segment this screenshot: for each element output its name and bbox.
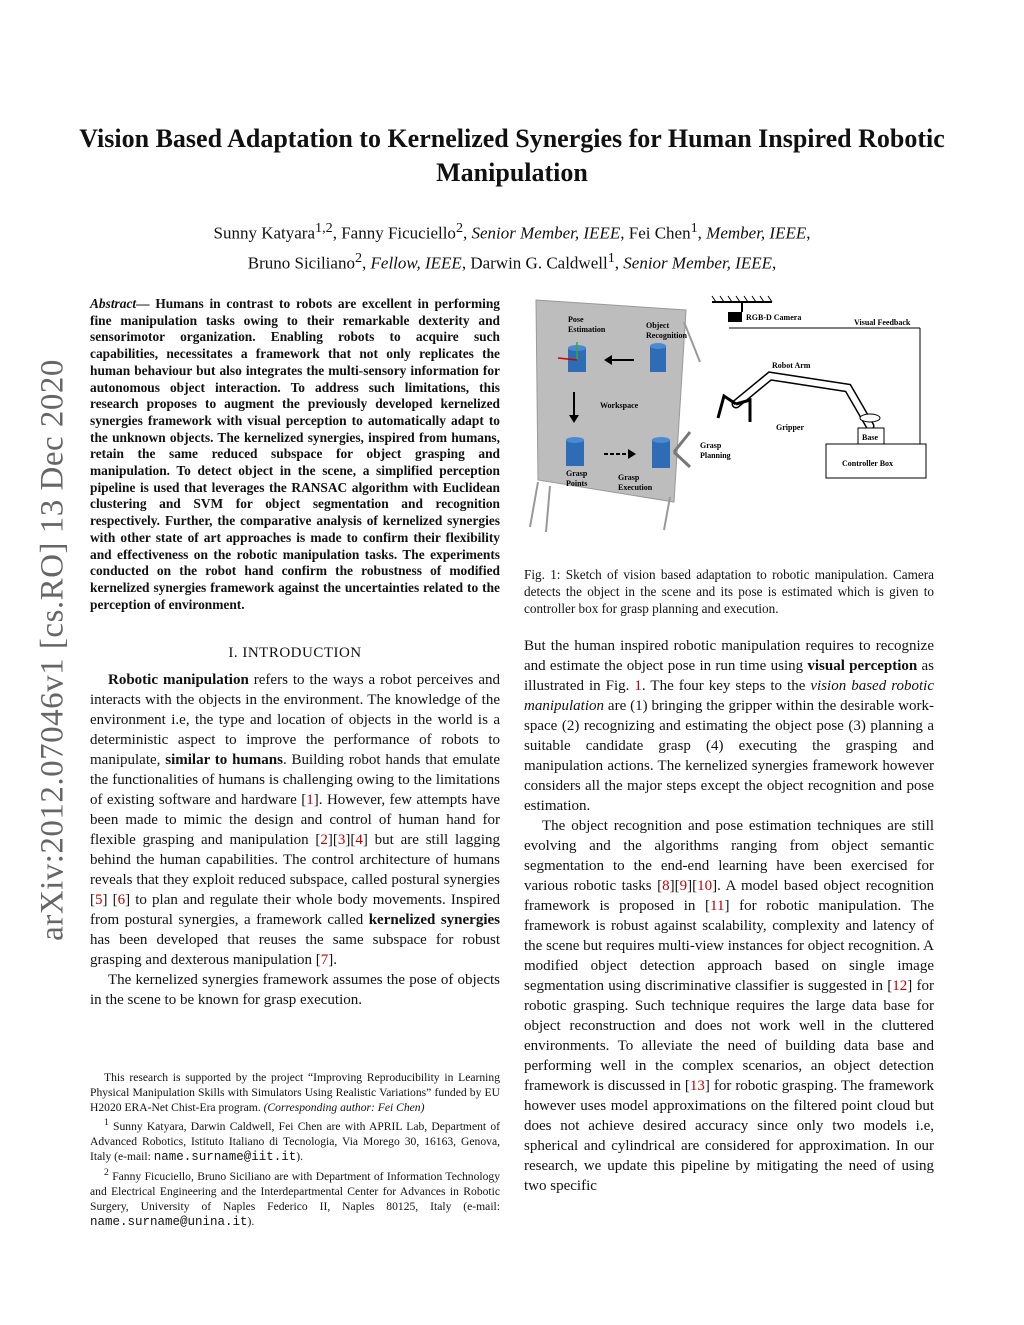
paper-title: Vision Based Adaptation to Kernelized Synergies for Human Inspired Robotic Manipulation — [79, 124, 945, 187]
label-camera: RGB-D Camera — [746, 313, 802, 322]
author-affiliation: 2 — [455, 220, 464, 236]
text-run: refers to the ways a robot perceives and interacts with the objects in the environment. The knowledge of the environment i.e, the type and location of objects in the world is a deterministic aspect to improve the performance of robots to manipulate, — [90, 672, 500, 768]
left-column-body — [90, 670, 500, 1010]
recognition-object — [650, 343, 666, 372]
text-run: ). — [296, 1149, 304, 1163]
text-run: Sunny Katyara, Darwin Caldwell, Fei Chen are with APRIL Lab, Department of Advanced Robotics, Istituto Italiano di Tecnologia, Via Morego 30, 16163, Genova, Italy (e-mail: — [90, 1119, 500, 1163]
figure-1-sketch — [524, 292, 934, 532]
figure-1 — [524, 292, 934, 532]
label-base: Base — [862, 433, 878, 442]
label-object-recognition: Object — [646, 321, 670, 330]
author-line-2: Bruno Siciliano$^2$, Fellow, IEEE, Darwin G. Caldwell$^1$, Senior Member, IEEE, — [247, 249, 777, 273]
abstract-label: Abstract — [90, 296, 137, 311]
right-column-body — [524, 636, 934, 1196]
bold-term: visual perception — [807, 658, 918, 674]
citation-link[interactable]: 12 — [892, 978, 908, 994]
label-workspace: Workspace — [600, 401, 639, 410]
citation-link[interactable]: 7 — [320, 952, 329, 968]
label-grasp-points: Points — [566, 479, 588, 488]
table-leg — [684, 322, 700, 362]
affiliation-footnote-2 — [90, 1165, 500, 1230]
label-robot-arm: Robot Arm — [772, 361, 811, 370]
text-run: ][ — [669, 878, 680, 894]
label-grasp-execution: Execution — [618, 483, 653, 492]
text-run: ][ — [327, 832, 338, 848]
author-name: Fei Chen — [628, 223, 691, 243]
table-leg — [664, 497, 670, 530]
author-name: Sunny Katyara — [213, 223, 315, 243]
author-name: Fanny Ficuciello — [341, 223, 456, 243]
text-run: ]. A model based object recognition framework is proposed in [ — [524, 878, 935, 914]
camera-icon — [728, 312, 742, 322]
text-run: Fanny Ficuciello, Bruno Siciliano are with Department of Information Technology and Electrical Engineering and the Interdepartmental Center for Advances in Robotic Surgery, University of Naples Federico II, Naples 80125, Italy (e-mail: — [90, 1169, 500, 1213]
citation-link[interactable]: 2 — [320, 832, 328, 848]
paragraph — [90, 670, 500, 970]
citation-link[interactable]: 10 — [697, 878, 713, 894]
text-run: The object recognition and pose estimation techniques are still evolving and the algorithms ranging from object semantic segmentation to the end-end learning have been exercised for various robotic tasks [ — [524, 818, 934, 894]
text-run: . Building robot hands that emulate the functionalities of humans is challenging owing to the limitations of existing software and hardware [ — [90, 752, 500, 808]
footnote-mark: 2 — [104, 1166, 109, 1178]
label-grasp-planning: Grasp — [700, 441, 722, 450]
citation-link[interactable]: 1 — [306, 792, 314, 808]
author-name: Bruno Siciliano — [247, 253, 355, 273]
text-run: This research is supported by the project “Improving Reproducibility in Learning Physical Manipulation Skills with Simulators Using Realistic Variations” funded by EU H2020 ERA-Net Chist-Era program. — [90, 1071, 500, 1114]
text-run: are (1) bringing the gripper within the desirable work-space (2) recognizing and estimating the object pose (3) planning a suitable candidate grasp (4) executing the grasping and manipulation actions. The kernelized synergies framework however considers all the major steps except the object recognition and pose estimation. — [524, 698, 934, 814]
text-run: has been developed that reuses the same subspace for robust grasping and dexterous manipulation [ — [90, 932, 500, 968]
author-affiliation: 1 — [607, 249, 615, 266]
text-run: ] to plan and regulate their whole body movements. Inspired from postural synergies, a framework called — [90, 892, 500, 928]
author-line-1: Sunny Katyara$^{1,2}$, Fanny Ficuciello$^2$, Senior Member, IEEE, Fei Chen$^1$, Member, IEEE, — [213, 220, 811, 243]
funding-footnote — [90, 1070, 500, 1115]
text-run: But the human inspired robotic manipulation requires to recognize and estimate the object pose in run time using — [524, 638, 934, 674]
italic-term: vision based robotic manipulation — [524, 678, 934, 714]
author-role: Fellow, IEEE — [370, 253, 462, 273]
text-run: as illustrated in Fig. — [524, 658, 935, 694]
footnote-mark: 1 — [104, 1117, 109, 1128]
citation-link[interactable]: 11 — [710, 898, 725, 914]
figure-link[interactable]: 1 — [634, 678, 642, 694]
bold-term: kernelized synergies — [368, 912, 500, 928]
citation-link[interactable]: 4 — [355, 832, 363, 848]
text-run: ] for robotic manipulation. The framework is robust against scalability, complexity and latency of the scene but requires multi-view instances for object recognition. A modified object detection approach based on single image segmentation using discriminative classifier is suggested in [ — [524, 898, 934, 994]
text-run: ] for robotic grasping. The framework however uses model approximations on the filtered point cloud but does not achieve desired accuracy since only two models i.e, spherical and cylindrical are considered for approximation. In our research, we update this pipeline by mitigating the need of using two specific — [524, 1078, 934, 1194]
label-grasp-points: Grasp — [566, 469, 588, 478]
label-grasp-planning: Planning — [700, 451, 731, 460]
arxiv-identifier: arXiv:2012.07046v1 [cs.RO] 13 Dec 2020 — [34, 359, 71, 941]
paragraph — [524, 816, 934, 1196]
abstract-text: Humans in contrast to robots are excellent in performing fine manipulation tasks owing to their remarkable dexterity and sensorimotor organization. Enabling robots to acquire such capabilities, necessitates a framework that not only replicates the human behaviour but also integrates the multi-sensory information for autonomous object interaction. To address such limitations, this research proposes to augment the previously developed kernelized synergies framework with visual perception to automatically adapt to the unknown objects. The kernelized synergies, inspired from humans, retain the same reduced subspace for object grasping and manipulation. To detect object in the scene, a simplified perception pipeline is used that leverages the RANSAC algorithm with Euclidean clustering and SVM for object segmentation and recognition respectively. Further, the comparative analysis of kernelized synergies with other state of art approaches is made to confirm their flexibility and effectiveness on the robotic manipulation tasks. The experiments conducted on the robot hand confirm the robustness of modified kernelized synergies framework against the uncertainties related to the perception of environment. — [90, 296, 500, 612]
text-run: ][ — [345, 832, 356, 848]
text-run: ]. — [328, 952, 338, 968]
citation-link[interactable]: 8 — [662, 878, 670, 894]
author-list — [90, 216, 934, 275]
author-role: Senior Member, IEEE — [623, 253, 772, 273]
abstract: Abstract— Humans in contrast to robots are excellent in performing fine manipulation tasks owing to their remarkable dexterity and sensorimotor organization. Enabling robots to acquire such capabilities, necessitates a framework that not only replicates the human behaviour but also integrates the multi-sensory information for autonomous object interaction. To address such limitations, this research proposes to augment the previously developed kernelized synergies framework with visual perception to automatically adapt to the unknown objects. The kernelized synergies, inspired from humans, retain the same reduced subspace for object grasping and manipulation. To detect object in the scene, a simplified perception pipeline is used that leverages the RANSAC algorithm with Euclidean clustering and SVM for object segmentation and recognition respectively. Further, the comparative analysis of kernelized synergies with other state of art approaches is made to confirm their flexibility and effectiveness on the robotic manipulation tasks. The experiments conducted on the robot hand confirm the robustness of modified kernelized synergies framework against the uncertainties related to the perception of environment. — [90, 296, 500, 612]
text-run: . The four key steps to the — [641, 678, 811, 694]
citation-link[interactable]: 3 — [337, 832, 346, 848]
text-run: ][ — [687, 878, 698, 894]
label-controller-box: Controller Box — [842, 459, 894, 468]
citation-link[interactable]: 6 — [117, 892, 126, 908]
label-gripper: Gripper — [776, 423, 804, 432]
affiliation-footnote-1 — [90, 1115, 500, 1165]
email: name.surname@iit.it — [153, 1149, 297, 1164]
text-run: ] [ — [102, 892, 118, 908]
bold-term: Robotic manipulation — [108, 672, 249, 688]
text-run: ] but are still lagging behind the human capabilities. The control architecture of humans reveals that they exploit reduced subspace, called postural synergies [ — [90, 832, 500, 908]
label-object-recognition: Recognition — [646, 331, 687, 340]
text-run: ). — [247, 1214, 255, 1228]
email: name.surname@unina.it — [90, 1214, 248, 1229]
author-affiliation: 1 — [690, 220, 698, 236]
author-role: Member, IEEE — [706, 223, 807, 243]
label-pose-estimation: Pose — [568, 315, 584, 324]
footnotes — [90, 1070, 500, 1230]
text-run: ] for robotic grasping. Such technique requires the large data base for object reconstruction and does not work well in the cluttered environments. To alleviate the need of building data base and performing well in the complex scenarios, an object detection framework is discussed in [ — [524, 978, 934, 1094]
table-leg — [546, 486, 550, 532]
bold-term: similar to humans — [165, 752, 283, 768]
corresponding-author: (Corresponding author: Fei Chen) — [263, 1101, 425, 1114]
citation-link[interactable]: 5 — [95, 892, 103, 908]
figure-1-caption: Fig. 1: Sketch of vision based adaptation to robotic manipulation. Camera detects the object in the scene and its pose is estimated which is given to controller box for grasp planning and execution. — [524, 567, 934, 616]
text-run: ]. However, few attempts have been made to mimic the design and control of human hand for flexible grasping and manipulation [ — [90, 792, 500, 848]
paragraph: The kernelized synergies framework assumes the pose of objects in the scene to be known for grasp execution. — [90, 972, 500, 1008]
author-role: Senior Member, IEEE — [471, 223, 621, 243]
author-affiliation: 1,2 — [315, 220, 333, 236]
label-grasp-execution: Grasp — [618, 473, 640, 482]
citation-link[interactable]: 13 — [689, 1078, 705, 1094]
citation-link[interactable]: 9 — [679, 878, 688, 894]
arxiv-sidebar — [18, 350, 88, 950]
label-pose-estimation: Estimation — [568, 325, 606, 334]
table-leg — [530, 482, 538, 527]
author-affiliation: 2 — [354, 249, 363, 266]
label-visual-feedback: Visual Feedback — [854, 318, 911, 327]
author-name: Darwin G. Caldwell — [470, 253, 608, 273]
section-heading: I. INTRODUCTION — [228, 645, 362, 661]
paragraph — [524, 636, 934, 816]
grasp-points-object — [566, 437, 584, 466]
